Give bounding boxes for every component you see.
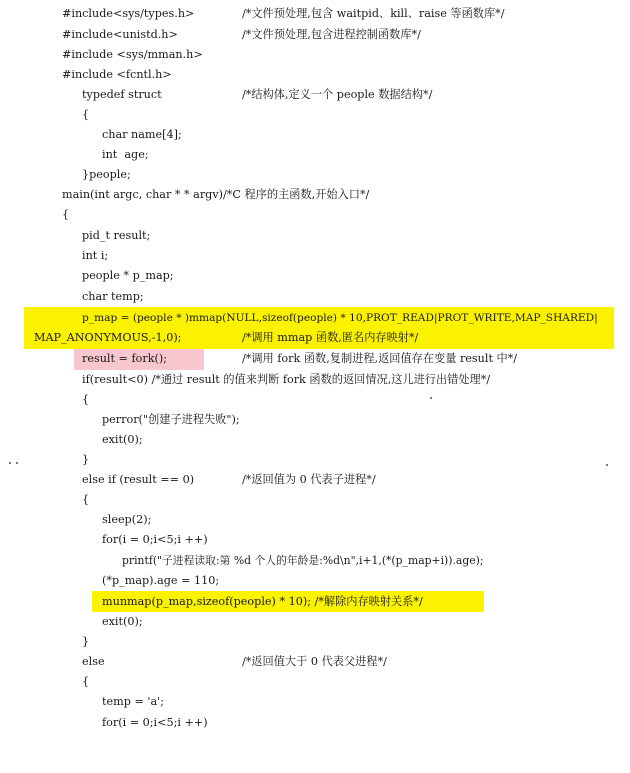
code-text: munmap(p_map,sizeof(people) * 10); /*解除内存映射关系*/ [102, 595, 423, 608]
code-text: sleep(2); [102, 513, 152, 526]
code-text: else [82, 655, 105, 668]
code-line [102, 530, 208, 550]
code-comment: /*文件预处理,包含进程控制函数库*/ [242, 28, 421, 41]
code-text: { [82, 493, 90, 506]
code-text: } [82, 635, 90, 648]
code-line [82, 226, 151, 246]
code-text: #include<sys/types.h> [62, 7, 195, 20]
code-text: exit(0); [102, 433, 143, 446]
code-line [102, 571, 220, 591]
code-text: }people; [82, 168, 131, 181]
code-text: char name[4]; [102, 128, 182, 141]
code-text: char temp; [82, 290, 144, 303]
code-comment: /*返回值大于 0 代表父进程*/ [242, 655, 387, 668]
code-line [82, 370, 491, 390]
code-text: typedef struct [82, 88, 162, 101]
code-text: people * p_map; [82, 269, 174, 282]
code-line [62, 205, 76, 225]
code-text: perror("创建子进程失败"); [102, 413, 240, 426]
code-line [102, 145, 149, 165]
scan-speck [430, 397, 432, 399]
code-line [62, 45, 203, 65]
code-line [62, 65, 172, 85]
code-line [102, 612, 143, 632]
code-line [102, 713, 208, 733]
scan-speck [16, 462, 18, 464]
code-text: { [82, 108, 90, 121]
code-comment: /*返回值为 0 代表子进程*/ [242, 473, 376, 486]
code-text: } [82, 453, 90, 466]
code-line [82, 105, 96, 125]
code-comment: /*文件预处理,包含 waitpid、kill、raise 等函数库*/ [242, 7, 505, 20]
code-comment: /*调用 mmap 函数,匿名内存映射*/ [242, 331, 419, 344]
code-comment: /*结构体,定义一个 people 数据结构*/ [242, 88, 433, 101]
code-line [82, 287, 144, 307]
code-line [82, 632, 96, 652]
code-line [62, 185, 370, 205]
code-comment: /*调用 fork 函数,复制进程,返回值存在变量 result 中*/ [242, 352, 518, 365]
code-line [82, 672, 96, 692]
code-line [82, 450, 96, 470]
code-text: temp = 'a'; [102, 695, 164, 708]
code-line [82, 349, 518, 369]
code-text: #include<unistd.h> [62, 28, 178, 41]
code-text: exit(0); [102, 615, 143, 628]
scan-speck [606, 464, 608, 466]
code-line [82, 652, 387, 672]
code-line [102, 510, 152, 530]
code-text: if(result<0) /*通过 result 的值来判断 fork 函数的返回情况,这儿进行出错处理*/ [82, 373, 491, 386]
code-text: else if (result == 0) [82, 473, 195, 486]
code-text: (*p_map).age = 110; [102, 574, 220, 587]
code-line [82, 390, 96, 410]
code-text: #include <sys/mman.h> [62, 48, 203, 61]
code-text: printf("子进程读取:第 %d 个人的年龄是:%d\n",i+1,(*(p_map+i)).age); [122, 554, 484, 567]
code-text: { [82, 393, 90, 406]
code-text: result = fork(); [82, 352, 167, 365]
code-text: pid_t result; [82, 229, 151, 242]
code-line [82, 246, 109, 266]
code-line [82, 266, 174, 286]
code-line [62, 25, 421, 45]
code-line [102, 410, 240, 430]
code-text: int i; [82, 249, 109, 262]
code-text: { [62, 208, 70, 221]
code-text: p_map = (people * )mmap(NULL,sizeof(people) * 10,PROT_READ|PROT_WRITE,MAP_SHARED| [82, 312, 598, 324]
code-line [34, 328, 419, 348]
code-text: for(i = 0;i<5;i ++) [102, 533, 208, 546]
code-text: { [82, 675, 90, 688]
code-line [82, 308, 598, 328]
scan-speck [9, 462, 11, 464]
code-line [82, 470, 376, 490]
code-line [102, 692, 164, 712]
code-line [62, 4, 505, 24]
code-line [102, 592, 423, 612]
code-text: int age; [102, 148, 149, 161]
code-text: main(int argc, char * * argv)/*C 程序的主函数,开始入口*/ [62, 188, 370, 201]
code-line [82, 85, 433, 105]
code-text: MAP_ANONYMOUS,-1,0); [34, 331, 182, 344]
code-line [122, 551, 484, 571]
code-line [82, 165, 131, 185]
code-text: #include <fcntl.h> [62, 68, 172, 81]
code-line [82, 490, 96, 510]
code-line [102, 430, 143, 450]
code-text: for(i = 0;i<5;i ++) [102, 716, 208, 729]
code-line [102, 125, 182, 145]
